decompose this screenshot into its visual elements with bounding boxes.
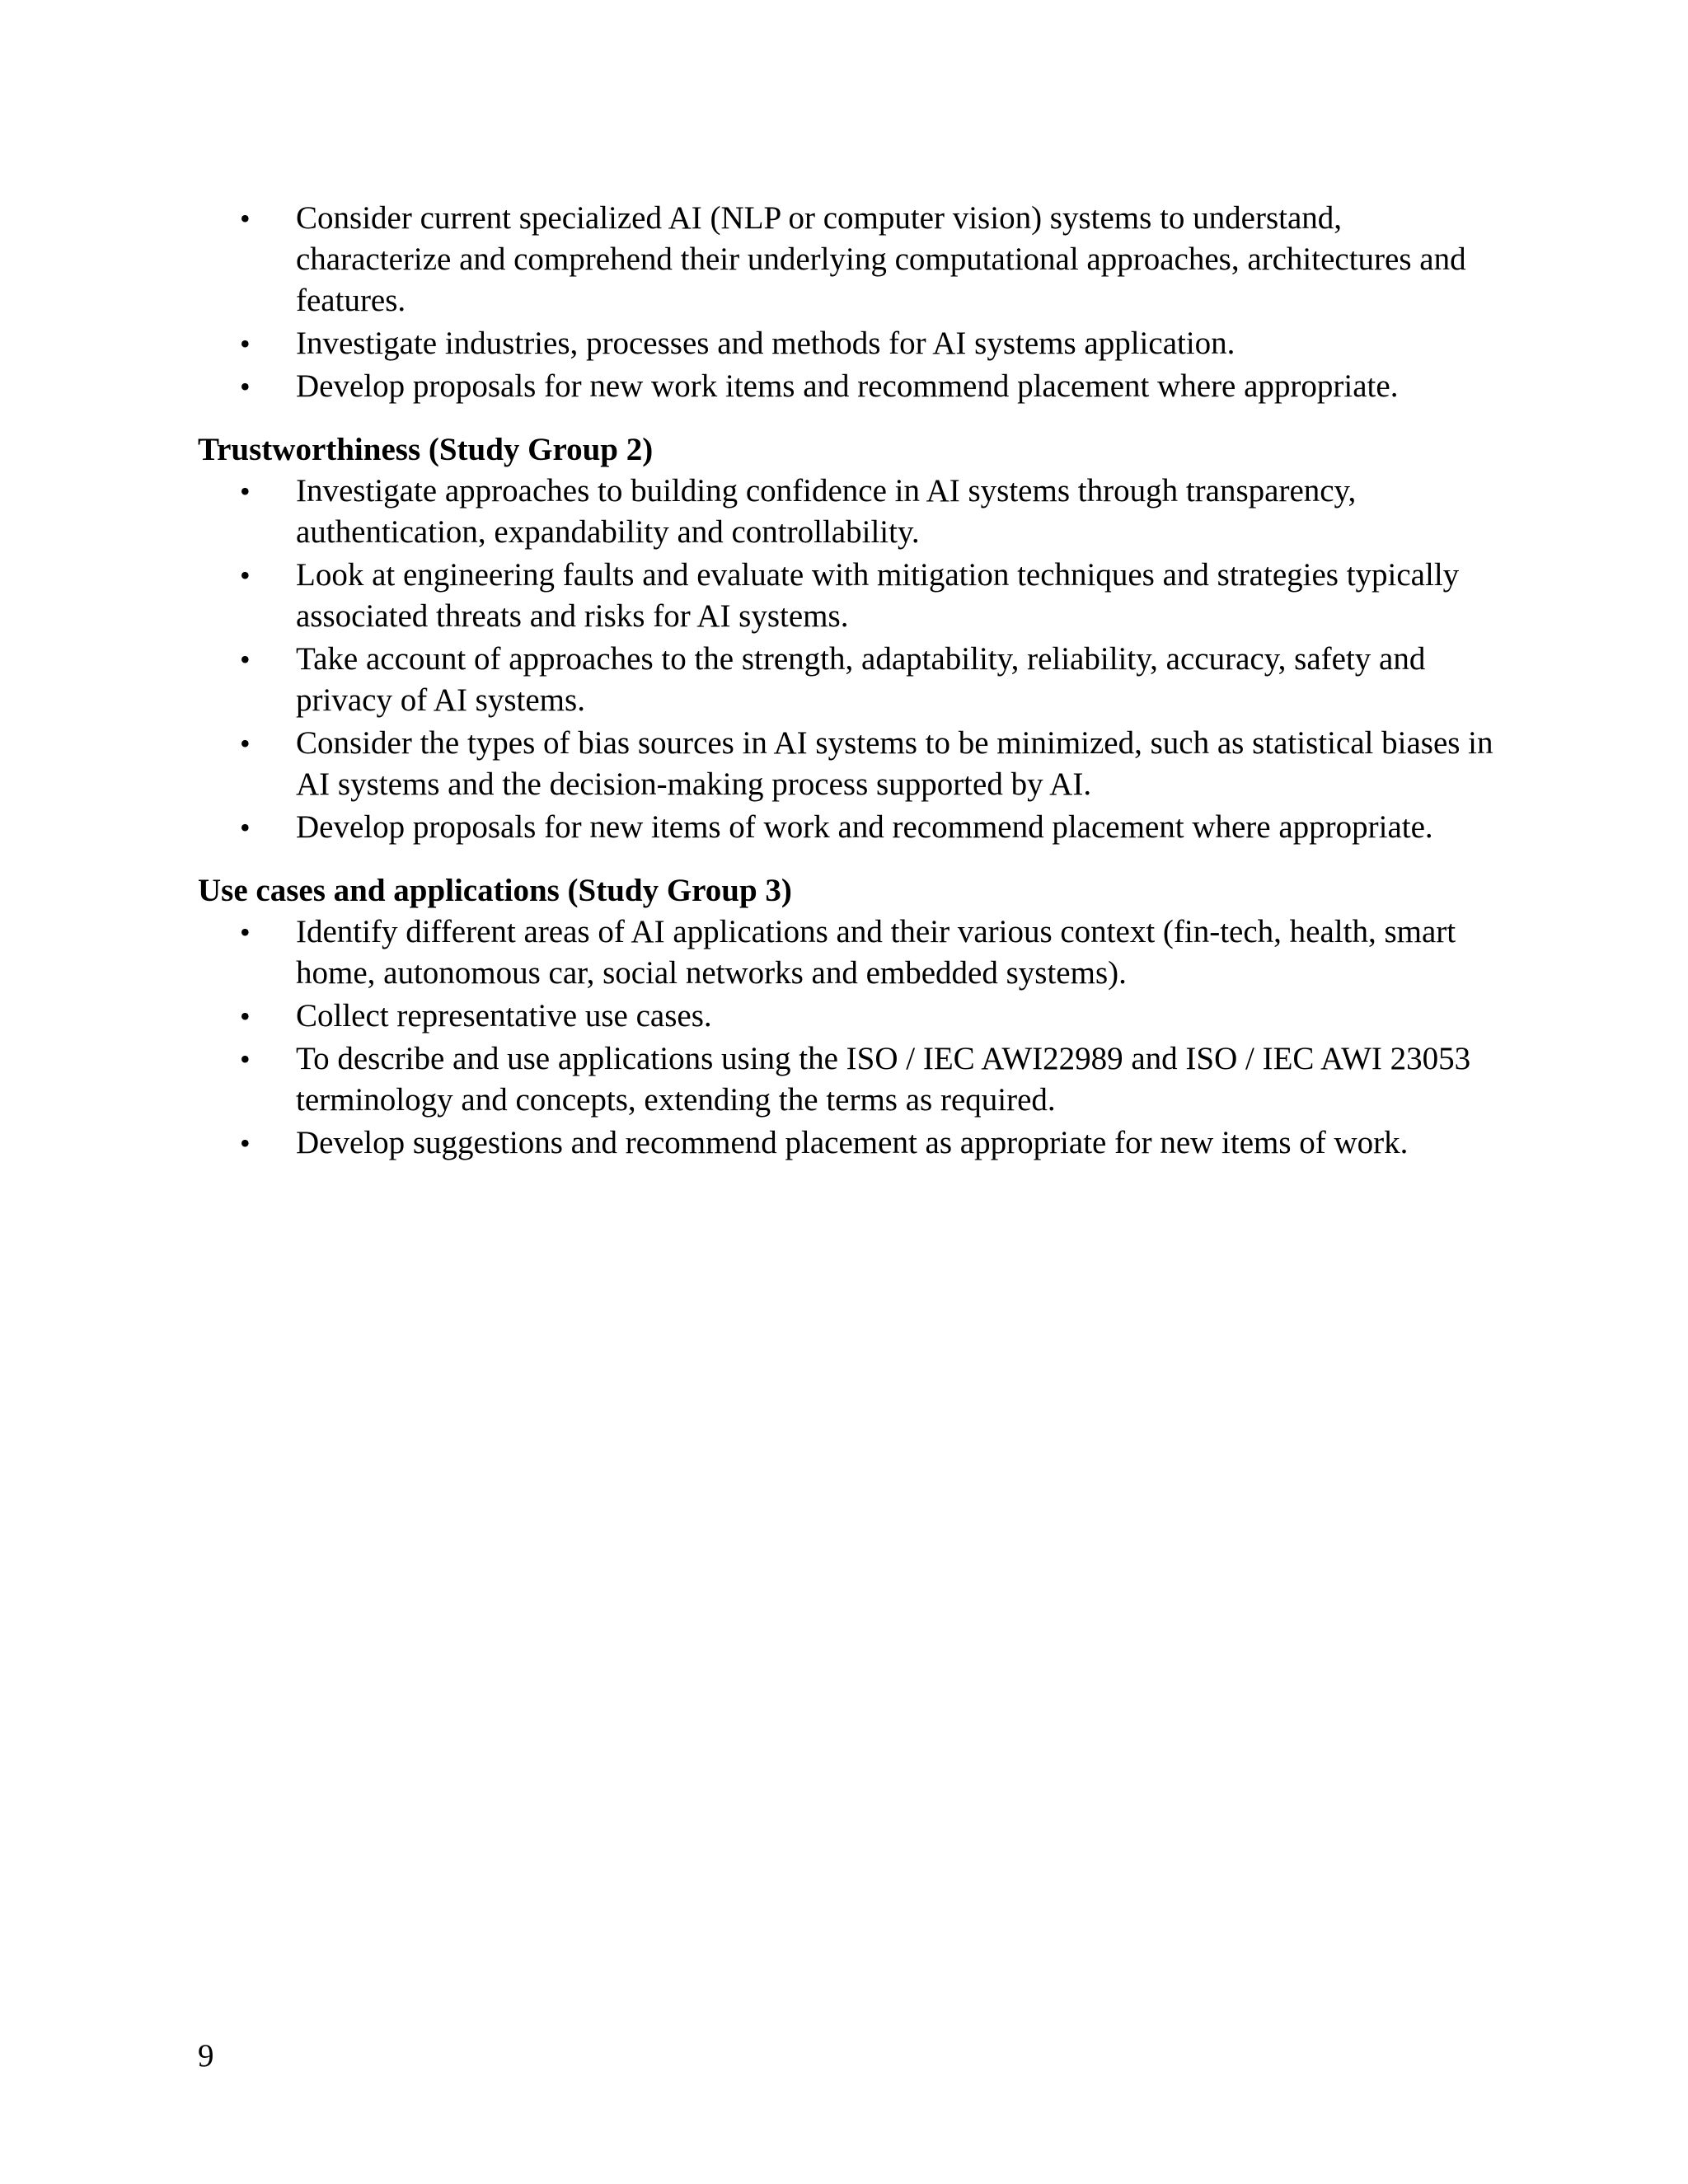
bullet-icon: •	[240, 1043, 251, 1076]
list-item	[240, 323, 1500, 364]
list-item	[240, 807, 1500, 848]
list-item-text: Take account of approaches to the strength, adaptability, reliability, accuracy, safety and privacy of AI systems.	[296, 641, 1426, 718]
bullet-icon: •	[240, 811, 251, 844]
list-item-text: Develop suggestions and recommend placement as appropriate for new items of work.	[296, 1125, 1409, 1160]
bullet-icon: •	[240, 1000, 251, 1033]
list-item-text: Look at engineering faults and evaluate with mitigation techniques and strategies typically associated threats and risks for AI systems.	[296, 557, 1460, 634]
list-item-text: Investigate industries, processes and methods for AI systems application.	[296, 326, 1236, 361]
section-heading-trustworthiness: Trustworthiness (Study Group 2)	[198, 432, 654, 467]
list-item	[240, 555, 1500, 637]
list-item-text: Consider current specialized AI (NLP or computer vision) systems to understand, characterize and comprehend their underlying computational approaches, architectures and features.	[296, 200, 1466, 318]
intro-bullet-list	[198, 198, 1500, 407]
list-item	[240, 471, 1500, 553]
use-cases-bullet-list	[198, 912, 1500, 1164]
bullet-icon: •	[240, 916, 251, 949]
trustworthiness-bullet-list	[198, 471, 1500, 848]
list-item	[240, 366, 1500, 407]
list-item	[240, 996, 1500, 1037]
list-item-text: Identify different areas of AI applications and their various context (fin-tech, health, smart home, autonomous car, social networks and embedded systems).	[296, 914, 1456, 991]
bullet-icon: •	[240, 727, 251, 760]
list-item	[240, 912, 1500, 994]
bullet-icon: •	[240, 370, 251, 403]
list-item	[240, 198, 1500, 321]
bullet-icon: •	[240, 643, 251, 676]
bullet-icon: •	[240, 327, 251, 360]
bullet-icon: •	[240, 202, 251, 235]
list-item	[240, 1122, 1500, 1164]
list-item-text: Develop proposals for new work items and recommend placement where appropriate.	[296, 368, 1399, 404]
section-heading-use-cases: Use cases and applications (Study Group 3)	[198, 873, 792, 908]
list-item-text: Develop proposals for new items of work and recommend placement where appropriate.	[296, 809, 1433, 845]
bullet-icon: •	[240, 559, 251, 592]
list-item	[240, 1038, 1500, 1121]
page-number: 9	[198, 2038, 214, 2074]
list-item-text: Consider the types of bias sources in AI systems to be minimized, such as statistical biases in AI systems and the decision-making process supported by AI.	[296, 725, 1493, 802]
list-item-text: Collect representative use cases.	[296, 998, 712, 1033]
bullet-icon: •	[240, 1127, 251, 1160]
list-item	[240, 723, 1500, 805]
list-item-text: To describe and use applications using the ISO / IEC AWI22989 and ISO / IEC AWI 23053 terminology and concepts, extending the terms as required.	[296, 1041, 1471, 1118]
bullet-icon: •	[240, 475, 251, 508]
list-item-text: Investigate approaches to building confidence in AI systems through transparency, authentication, expandability and controllability.	[296, 473, 1357, 550]
list-item	[240, 639, 1500, 721]
page-content	[198, 198, 1500, 1165]
